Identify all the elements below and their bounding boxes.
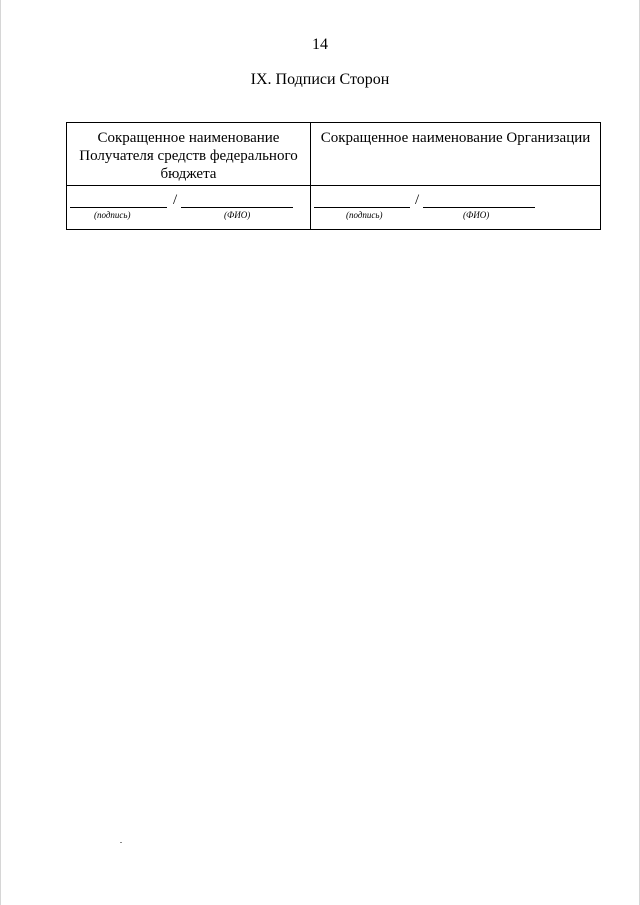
left-party-header-text: Сокращенное наименование Получателя средств федерального бюджета xyxy=(79,130,298,182)
page-number: 14 xyxy=(312,36,328,53)
right-party-header xyxy=(311,123,601,186)
section-title: IX. Подписи Сторон xyxy=(250,71,390,88)
table-signature-row xyxy=(67,186,601,230)
right-signature-caption: (подпись) xyxy=(346,210,383,220)
right-name-caption: (ФИО) xyxy=(463,210,490,220)
left-party-header xyxy=(67,123,311,186)
right-signature-cell xyxy=(311,186,601,230)
scan-speck xyxy=(120,842,122,843)
left-signature-caption: (подпись) xyxy=(94,210,131,220)
left-signature-cell xyxy=(67,186,311,230)
table-header-row xyxy=(67,123,601,186)
right-signature-line xyxy=(314,207,410,208)
signature-table xyxy=(66,122,601,230)
right-name-line xyxy=(423,207,535,208)
left-slash: / xyxy=(173,192,178,208)
left-signature-line xyxy=(70,207,167,208)
left-name-line xyxy=(181,207,293,208)
right-party-header-text: Сокращенное наименование Организации xyxy=(320,130,591,146)
left-name-caption: (ФИО) xyxy=(224,210,251,220)
right-slash: / xyxy=(415,192,420,208)
